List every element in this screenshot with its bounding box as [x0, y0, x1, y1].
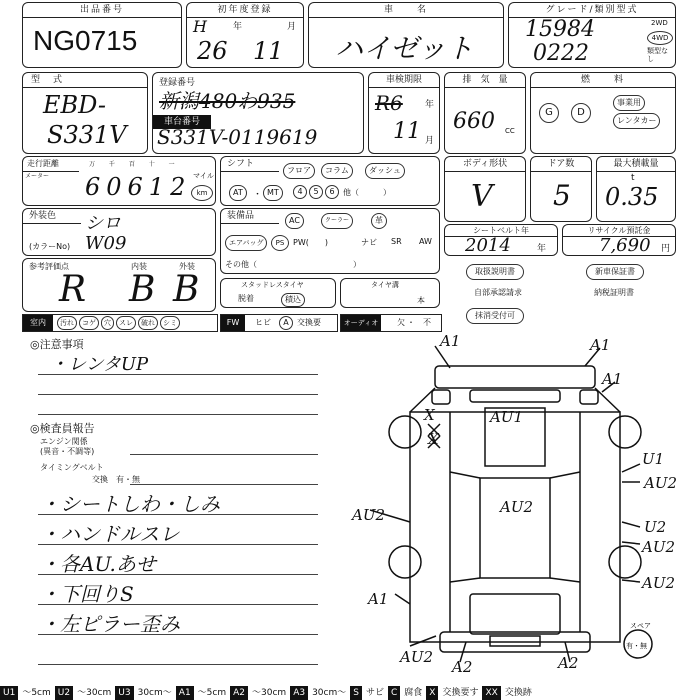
- exterior-value: B: [173, 269, 200, 310]
- fw-rust: ヒビ: [255, 318, 271, 327]
- inspector-rule-8: [38, 664, 318, 665]
- damage-mark: AU1: [490, 408, 524, 426]
- equipment-navi: ナビ: [361, 238, 377, 247]
- legend-code: S: [350, 686, 362, 700]
- first-registration-era: H: [193, 17, 207, 36]
- inspector-rule-2: [130, 484, 318, 485]
- front-bumper-shape: [435, 366, 595, 388]
- interior-tag: シミ: [160, 316, 180, 330]
- legend-code: X: [426, 686, 438, 700]
- inspector-line: ・下回りS: [40, 582, 134, 606]
- model-box: [22, 72, 148, 154]
- damage-mark: AU2: [500, 498, 534, 516]
- lot-number-box: [22, 2, 182, 68]
- fw-bar: [220, 314, 338, 332]
- inspector-line: ・左ピラー歪み: [40, 612, 180, 636]
- grade-bottom: 0222: [533, 41, 589, 66]
- doc-stub: 抹消受付可: [466, 308, 524, 324]
- fuel-rental: レンタカー: [613, 113, 660, 129]
- equipment-ac: AC: [285, 213, 304, 229]
- legend-code: A2: [230, 686, 248, 700]
- legend-code: A1: [176, 686, 194, 700]
- seatbelt-box: [444, 224, 558, 256]
- audio-bar: [340, 314, 442, 332]
- recycle-label: リサイクル預託金: [563, 225, 675, 237]
- inspector-engine-sub: (異音・不調等): [40, 447, 95, 456]
- inspector-rule-5: [38, 574, 318, 575]
- notes-rule-1: [38, 374, 318, 375]
- wheel-rl: [389, 546, 421, 578]
- first-registration-label: 初年度登録: [187, 3, 303, 18]
- damage-mark: A2: [558, 654, 579, 672]
- lot-number-label: 出品番号: [23, 3, 181, 18]
- legend-code: XX: [482, 686, 500, 700]
- legend-code: U1: [0, 686, 18, 700]
- recycle-value: 7,690: [599, 235, 651, 256]
- first-registration-month: 11: [253, 37, 284, 65]
- doc-self-cert: 自部承認請求: [466, 286, 530, 300]
- month-unit: 月: [287, 22, 297, 32]
- fw-replace: 交換要: [297, 318, 321, 327]
- equipment-label: 装備品: [221, 209, 279, 224]
- legend-meaning: ～30cm: [252, 688, 287, 698]
- inspector-rule-3: [38, 514, 318, 515]
- chassis-value: S331V-0119619: [157, 125, 318, 149]
- inspection-box: [368, 72, 440, 154]
- wheel-fr: [609, 416, 641, 448]
- interior-tag: 穴: [101, 316, 114, 330]
- inspector-engine: エンジン関係: [40, 437, 88, 446]
- ext-color-value: シロ: [85, 213, 121, 234]
- spare-label: スペア: [630, 622, 651, 630]
- shift-other: 他（ ）: [343, 188, 391, 197]
- mileage-value: 60612: [85, 173, 192, 201]
- shift-sep: ・: [253, 190, 263, 200]
- legend-meaning: 腐食: [404, 688, 423, 698]
- left-mirror-shape: [432, 390, 450, 404]
- notes-label: ◎注意事項: [30, 338, 84, 351]
- equipment-box: [220, 208, 440, 274]
- fw-a: A: [279, 316, 293, 330]
- body-outline: [410, 412, 620, 642]
- shift-box: [220, 156, 440, 206]
- legend-meaning: 交換跡: [504, 688, 532, 698]
- audio-no: ・ 不: [407, 318, 431, 327]
- shift-dash: ダッシュ: [365, 163, 405, 179]
- body-value: V: [471, 179, 493, 214]
- grade-2wd: 2WD: [651, 19, 668, 27]
- shift-label: シフト: [221, 157, 279, 172]
- wheel-rr: [609, 546, 641, 578]
- first-registration-year: 26: [197, 37, 228, 65]
- shift-5: 5: [309, 185, 323, 199]
- mileage-mile-unit: マイル: [193, 172, 214, 180]
- recycle-unit: 円: [661, 244, 671, 254]
- car-name-label: 車 名: [309, 3, 503, 18]
- ref-score-label: 参考評価点: [29, 262, 69, 271]
- interior-value: B: [129, 269, 156, 310]
- inspector-line: ・各AU.あせ: [40, 552, 156, 576]
- doors-label: ドア数: [531, 157, 591, 172]
- inspector-rule-4: [38, 544, 318, 545]
- registration-label: 登録番号: [159, 78, 196, 88]
- fw-label: FW: [221, 315, 245, 331]
- tire-unit: 本: [417, 296, 425, 305]
- year-unit: 年: [233, 22, 243, 32]
- damage-mark: AU2: [642, 574, 676, 592]
- damage-mark: X: [428, 430, 439, 448]
- audio-missing: 欠: [397, 318, 405, 327]
- score-box: [22, 258, 216, 312]
- roof-shape: [480, 478, 550, 578]
- grade-box: [508, 2, 676, 68]
- damage-mark: A2: [452, 658, 473, 676]
- legend-meaning: サビ: [365, 688, 384, 698]
- equipment-airbag: エアバッグ: [225, 235, 267, 251]
- inspection-era: R6: [375, 91, 403, 115]
- damage-mark: AU2: [400, 648, 434, 666]
- load-box: [596, 156, 676, 222]
- damage-mark: X: [424, 406, 435, 424]
- mileage-box: [22, 156, 216, 206]
- grade-4wd: 4WD: [647, 31, 673, 45]
- model-line1: EBD-: [43, 91, 106, 119]
- mileage-meter-unit: メーター: [25, 173, 50, 180]
- inspector-line: ・ハンドルスレ: [40, 522, 180, 546]
- shift-mt: MT: [263, 185, 283, 201]
- mileage-digits-label: 万 千 百 十 一: [89, 161, 181, 168]
- mileage-label: 走行距離: [23, 157, 79, 172]
- inspector-rule-6: [38, 604, 318, 605]
- plate-shape: [490, 636, 540, 646]
- shift-at: AT: [229, 185, 247, 201]
- registration-box: [152, 72, 364, 154]
- ref-score-value: R: [59, 269, 87, 310]
- equipment-cooler: クーラー: [321, 213, 353, 229]
- inspector-rule-7: [38, 634, 318, 635]
- damage-mark: A1: [602, 370, 623, 388]
- equipment-ps: PS: [271, 235, 289, 251]
- car-name-box: [308, 2, 504, 68]
- lot-number-value: NG0715: [33, 25, 138, 56]
- wheel-fl: [389, 416, 421, 448]
- damage-mark: AU2: [644, 474, 678, 492]
- shift-floor: フロア: [283, 163, 315, 179]
- interior-tag: コゲ: [79, 316, 99, 330]
- fuel-d: D: [571, 103, 591, 123]
- registration-value: 新潟480わ935: [159, 89, 296, 113]
- inspection-year-unit: 年: [425, 100, 435, 110]
- doc-warranty: 新車保証書: [586, 264, 644, 280]
- ext-color-label: 外装色: [23, 209, 81, 224]
- mileage-km-unit: km: [191, 185, 213, 201]
- seatbelt-value: 2014: [465, 235, 511, 256]
- car-name-value: ハイゼット: [335, 32, 474, 65]
- interior-tag: 破れ: [138, 316, 158, 330]
- displacement-unit: CC: [505, 127, 515, 135]
- right-mirror-shape: [580, 390, 598, 404]
- legend-meaning: 30cm～: [312, 688, 347, 698]
- fuel-g: G: [539, 103, 559, 123]
- shift-column: コラム: [321, 163, 353, 179]
- interior-tags-bar: [22, 314, 218, 332]
- legend-code: U2: [55, 686, 73, 700]
- damage-mark: A1: [368, 590, 389, 608]
- inspection-month: 11: [393, 119, 421, 144]
- fuel-box: [530, 72, 676, 154]
- legend-meaning: ～30cm: [77, 688, 112, 698]
- doors-value: 5: [553, 179, 571, 212]
- rear-window-shape: [470, 594, 560, 634]
- legend-code: C: [388, 686, 400, 700]
- body-label: ボディ形状: [445, 157, 525, 172]
- legend-code: U3: [115, 686, 133, 700]
- doc-manual: 取扱説明書: [466, 264, 524, 280]
- studless-opt2: 積込: [281, 293, 305, 307]
- car-damage-diagram: [340, 332, 700, 686]
- interior-tag: スレ: [116, 316, 136, 330]
- notes-rule-2: [38, 394, 318, 395]
- load-label: 最大積載量: [597, 157, 675, 172]
- grade-label: グレード/類別型式: [509, 3, 675, 18]
- load-value: 0.35: [605, 183, 659, 211]
- legend-meaning: ～5cm: [22, 688, 51, 698]
- inspector-line: ・シートしわ・しみ: [40, 492, 220, 516]
- studless-box: [220, 278, 336, 308]
- damage-legend: [0, 686, 700, 700]
- inspector-rule-1: [130, 454, 318, 455]
- equipment-other: その他（ ）: [225, 260, 361, 269]
- damage-mark: U2: [644, 518, 667, 536]
- fuel-label: 燃 料: [531, 73, 675, 88]
- model-line2: S331V: [47, 121, 127, 149]
- pillar-lines: [450, 472, 580, 582]
- spare-value: 有・無: [626, 642, 647, 650]
- inspection-label: 車検期限: [369, 73, 439, 88]
- grade-none: 類型なし: [647, 47, 668, 63]
- exterior-label: 外装: [179, 262, 195, 271]
- notes-line1: ・レンタUP: [50, 354, 149, 375]
- inspector-timing-sub: 交換 有・無: [92, 475, 140, 484]
- equipment-pw: PW( ): [293, 238, 328, 247]
- inspector-timing: タイミングベルト: [40, 463, 104, 472]
- displacement-label: 排 気 量: [445, 73, 525, 88]
- first-registration-box: [186, 2, 304, 68]
- shift-6: 6: [325, 185, 339, 199]
- interior-tag: 汚れ: [57, 316, 77, 330]
- interior-label: 内装: [131, 262, 147, 271]
- legend-code: A3: [290, 686, 308, 700]
- displacement-box: [444, 72, 526, 154]
- damage-mark: AU2: [642, 538, 676, 556]
- audio-label: オーディオ: [341, 315, 381, 331]
- displacement-value: 660: [453, 109, 495, 134]
- doc-tax: 納税証明書: [586, 286, 642, 300]
- grille-shape: [470, 390, 560, 402]
- equipment-leather: 革: [371, 213, 387, 229]
- inspection-month-unit: 月: [425, 136, 435, 146]
- damage-mark: A1: [440, 332, 461, 350]
- damage-mark: U1: [642, 450, 665, 468]
- legend-meaning: ～5cm: [197, 688, 227, 698]
- ext-color-box: [22, 208, 216, 256]
- legend-meaning: 交換要す: [442, 688, 479, 698]
- damage-mark: A1: [590, 336, 611, 354]
- fuel-business: 事業用: [613, 95, 645, 111]
- interior-tags-label: 室内: [23, 315, 53, 331]
- body-box: [444, 156, 526, 222]
- load-unit: t: [631, 173, 635, 183]
- seatbelt-label: シートベルト年: [445, 225, 557, 237]
- docs-box: [444, 258, 676, 330]
- tire-box: [340, 278, 440, 308]
- legend-meaning: 30cm～: [137, 688, 172, 698]
- recycle-box: [562, 224, 676, 256]
- interior-tags-list: [57, 316, 180, 330]
- inspector-label: ◎検査員報告: [30, 422, 95, 435]
- chassis-label: 車台番号: [153, 115, 211, 129]
- ext-color-code: W09: [85, 233, 127, 254]
- doors-box: [530, 156, 592, 222]
- grade-top: 15984: [525, 17, 595, 42]
- studless-label: スタッドレスタイヤ: [241, 281, 304, 289]
- equipment-aw: AW: [419, 237, 432, 246]
- equipment-sr: SR: [391, 237, 402, 246]
- model-label: 型 式: [23, 73, 147, 88]
- ext-color-code-label: (カラーNo): [29, 242, 71, 251]
- notes-rule-3: [38, 414, 318, 415]
- damage-mark: AU2: [352, 506, 386, 524]
- shift-4: 4: [293, 185, 307, 199]
- tire-label: タイヤ溝: [371, 281, 399, 289]
- studless-opt1: 脱着: [235, 293, 257, 305]
- seatbelt-unit: 年: [537, 244, 547, 254]
